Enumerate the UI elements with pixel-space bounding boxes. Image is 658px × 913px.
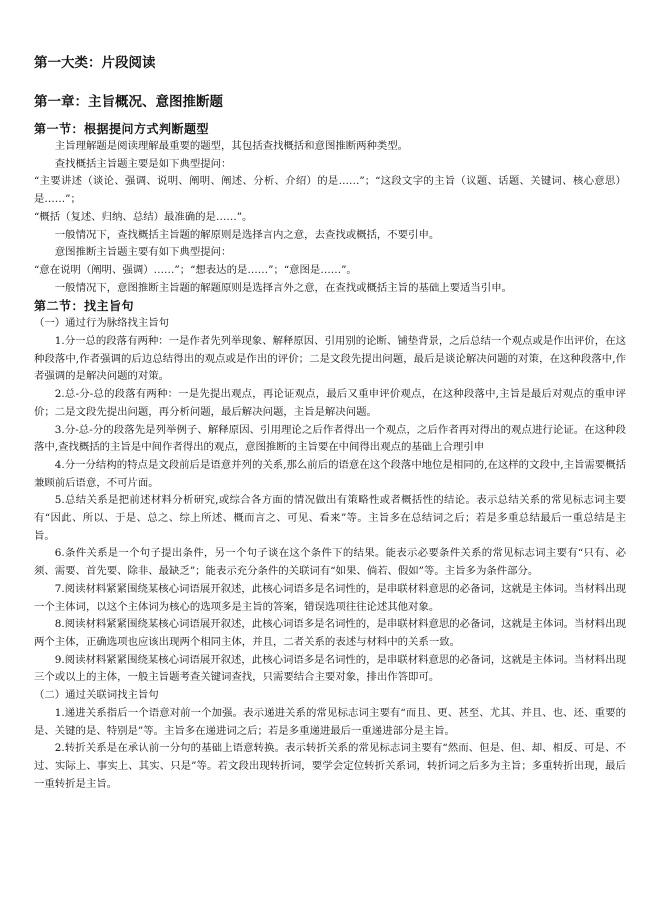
chapter-title: 第一章：主旨概况、意图推断题 [34,94,223,110]
list-item: 1.递进关系指后一个语意对前一个加强。表示递进关系的常见标志词主要有“而且、更、甚至、尤其、并且、也、还、重要的是、关键的是、特别是”等。主旨多在递进词之后；若是多重递进最后一重递进部分是主旨。 [34,706,626,737]
section2-heading: 第二节：找主旨句 [34,299,135,314]
section1-paragraph: “主要讲述（谈论、强调、说明、阐明、阐述、分析、介绍）的是……”；“这段文字的主旨（议题、话题、关键词、核心意思）是……”； [34,175,626,206]
list-item: 3.分-总-分的段落先是列举例子、解释原因、引用理论之后作者得出一个观点，之后作者再对得出的观点进行论证。在这种段落中,查找概括的主旨是中间作者得出的观点，意图推断的主旨要在中间得出观点的基础上合理引申 [34,423,626,454]
list-item: 1.分一总的段落有两种：一是作者先列举现象、解释原因、引用别的论断、铺垫背景，之后总结一个观点或是作出评价，在这种段落中,作者强调的后边总结得出的观点或是作出的评价；二是文段先提出问题，最后是谈论解决问题的对策，在这种段落中,作者强调的是解决问题的对策。 [34,335,626,383]
section1-paragraph: 一般情况下，意图推断主旨题的解题原则是选择言外之意，在查找或概括主旨的基础上要适当引申。 [54,281,512,294]
list-item: 4.分一分结构的特点是文段前后是语意并列的关系,那么前后的语意在这个段落中地位是相同的,在这样的文段中,主旨需要概括兼顾前后语意，不可片面。 [34,458,626,489]
list-item: 9.阅读材料紧紧围绕某核心词语展开叙述，此核心词语多是名词性的，是串联材料意思的必备词，这就是主体词。当材料出现三个或以上的主体，一般主旨题考查关键词查找，只需要结合主要对象，排出作答即可。 [34,653,626,684]
list-item: 7.阅读材料紧紧围绕某核心词语展开叙述，此核心词语多是名词性的，是串联材料意思的必备词，这就是主体词。当材料出现一个主体词，以这个主体词为核心的选项多是主旨的答案，错误选项往往论述其他对象。 [34,582,626,613]
section1-paragraph: 主旨理解题是阅读理解最重要的题型，其包括查找概括和意图推断两种类型。 [54,140,409,152]
list-item: 5.总结关系是把前述材料分析研究,或综合各方面的情况做出有策略性或者概括性的结论。表示总结关系的常见标志词主要有“因此、所以、于是、总之、综上所述、概而言之、可见、看来”等。主旨多在总结词之后；若是多重总结最后一重总结是主旨。 [34,494,626,542]
category-title: 第一大类：片段阅读 [34,55,156,71]
subsection-heading: （二）通过关联词找主旨句 [34,689,159,702]
section1-paragraph: 一般情况下，查找概括主旨题的解原则是选择言内之意，去查找或概括，不要引申。 [54,228,440,241]
list-item: 6.条件关系是一个句子提出条件，另一个句子谈在这个条件下的结果。能表示必要条件关系的常见标志词主要有“只有、必须、需要、首先要、除非、最缺乏”；能表示充分条件的关联词有“如果、倘若、假如”等。主旨多为条件部分。 [34,547,626,578]
list-item: 2.总-分-总的段落有两种：一是先提出观点，再论证观点，最后又重申评价观点，在这种段落中,主旨是最后对观点的重申评价；二是文段先提出问题，再分析问题，最后解决问题，主旨是解决问题。 [34,388,626,418]
section1-paragraph: “意在说明（阐明、强调）……”；“想表达的是……”；“意图是……”。 [34,263,357,276]
section1-paragraph: “概括（复述、归纳、总结）最准确的是……”。 [34,210,253,223]
list-item: 8.阅读材料紧紧围绕某核心词语展开叙述，此核心词语多是名词性的，是串联材料意思的必备词，这就是主体词。当材料出现两个主体，正确选项也应该出现两个相同主体，并且，二者关系的表述与材料中的关系一致。 [34,618,626,648]
section1-heading: 第一节：根据提问方式判断题型 [34,122,210,136]
section1-paragraph: 意图推断主旨题主要有如下典型提问： [54,246,232,259]
list-item: 2.转折关系是在承认前一分句的基础上语意转换。表示转折关系的常见标志词主要有“然而、但是、但、却、相反、可是、不过、实际上、事实上、其实、只是”等。若文段出现转折词，要学会定位转折关系词，转折词之后多为主旨；多重转折出现，最后一重转折是主旨。 [34,742,626,790]
subsection-heading: （一）通过行为脉络找主旨句 [34,317,170,330]
section1-paragraph: 查找概括主旨题主要是如下典型提问： [54,157,232,170]
